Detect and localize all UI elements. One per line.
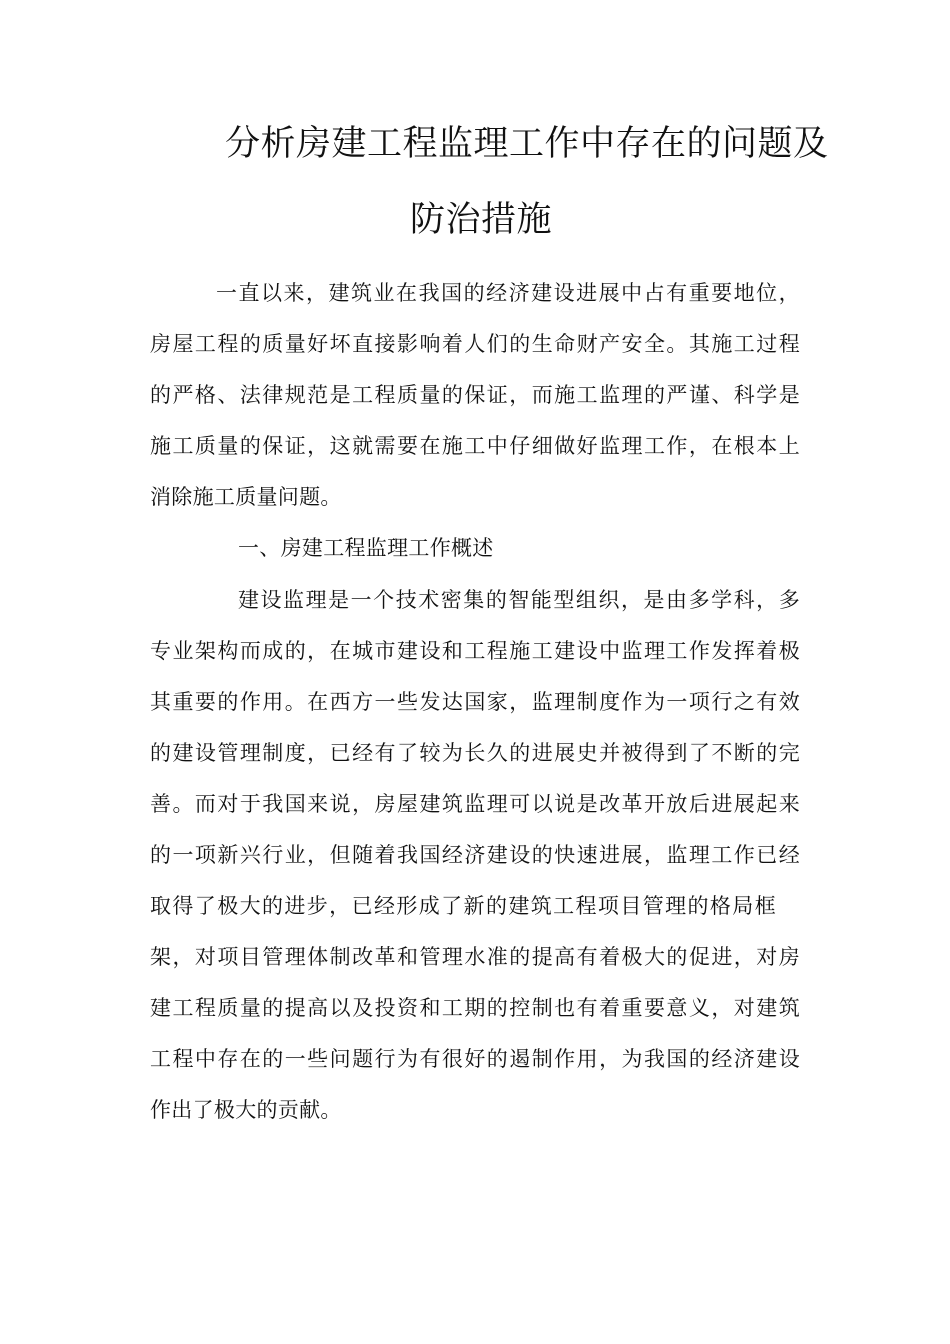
paragraph-2-line: 的一项新兴行业，但随着我国经济建设的快速进展，监理工作已经 [150,843,800,867]
paragraph-2-line: 建设监理是一个技术密集的智能型组织，是由多学科，多 [238,588,800,612]
title-line-1: 分析房建工程监理工作中存在的问题及 [225,124,829,164]
paragraph-2-line: 的建设管理制度，已经有了较为长久的进展史并被得到了不断的完 [150,741,800,765]
title-line-2: 防治措施 [410,200,553,240]
paragraph-1-line: 施工质量的保证，这就需要在施工中仔细做好监理工作，在根本上 [150,434,800,458]
paragraph-1-line: 消除施工质量问题。 [150,485,342,509]
paragraph-1-line: 房屋工程的质量好坏直接影响着人们的生命财产安全。其施工过程 [150,332,800,356]
paragraph-2-line: 专业架构而成的，在城市建设和工程施工建设中监理工作发挥着极 [150,639,800,663]
paragraph-2-line: 其重要的作用。在西方一些发达国家，监理制度作为一项行之有效 [150,690,800,714]
paragraph-2-line: 取得了极大的进步，已经形成了新的建筑工程项目管理的格局框 [150,894,776,918]
paragraph-1-line: 的严格、法律规范是工程质量的保证，而施工监理的严谨、科学是 [150,383,800,407]
paragraph-2-line: 架，对项目管理体制改革和管理水准的提高有着极大的促进，对房 [150,945,800,969]
paragraph-2-line: 善。而对于我国来说，房屋建筑监理可以说是改革开放后进展起来 [150,792,800,816]
paragraph-1-line: 一直以来，建筑业在我国的经济建设进展中占有重要地位， [216,281,800,305]
paragraph-2-line: 建工程质量的提高以及投资和工期的控制也有着重要意义，对建筑 [150,996,800,1020]
paragraph-2-line: 工程中存在的一些问题行为有很好的遏制作用，为我国的经济建设 [150,1047,800,1071]
section-heading: 一、房建工程监理工作概述 [238,536,494,560]
paragraph-2-line: 作出了极大的贡献。 [150,1098,342,1122]
